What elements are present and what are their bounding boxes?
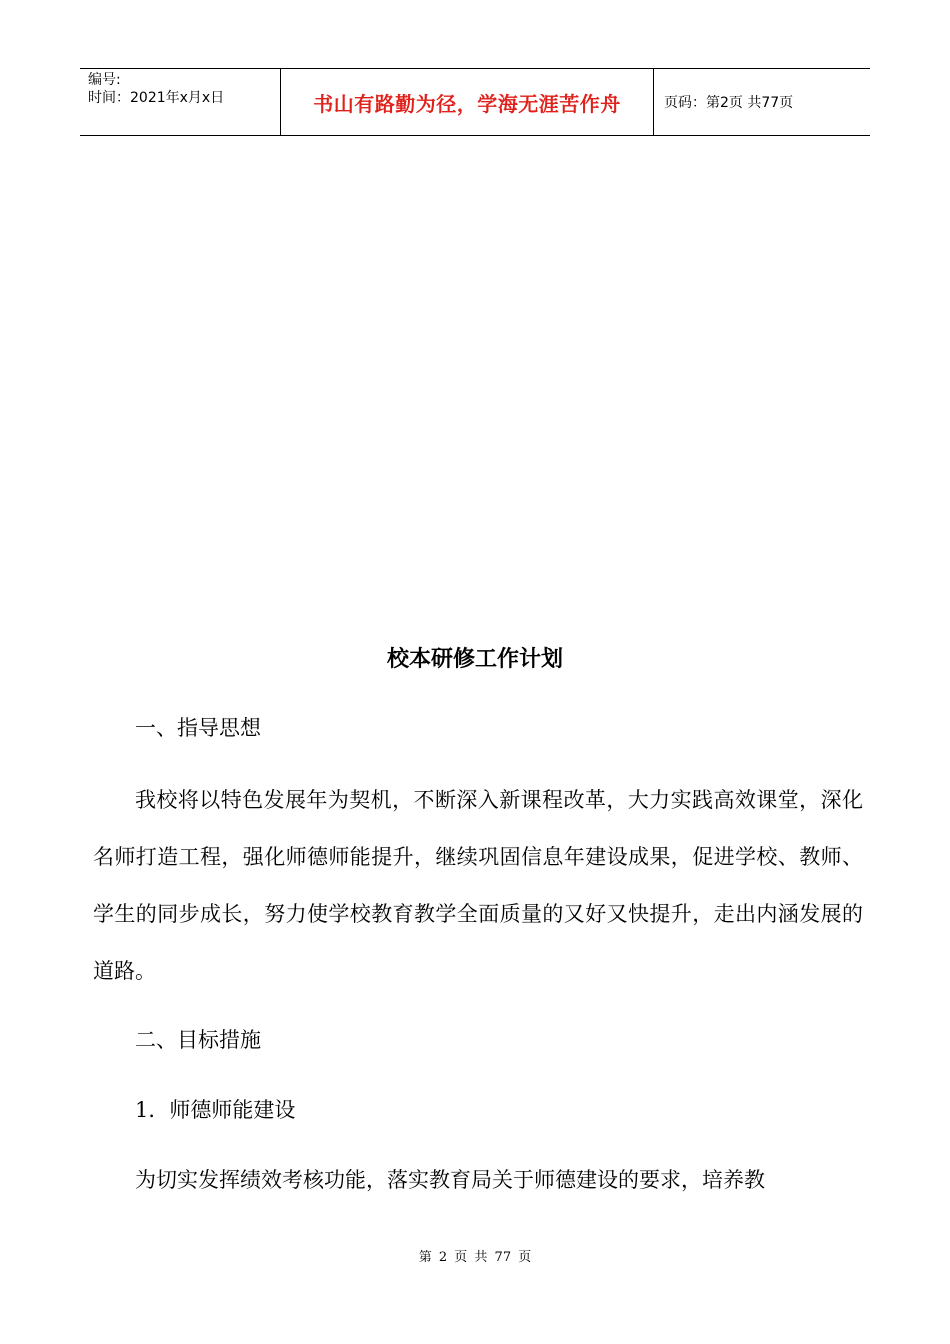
- time-label: 时间：2021年x月x日: [88, 90, 225, 106]
- header-motto-cell: [281, 69, 654, 135]
- header-page-info-cell: [654, 69, 870, 135]
- paragraph-teacher-ethics: 为切实发挥绩效考核功能，落实教育局关于师德建设的要求，培养教: [135, 1168, 765, 1192]
- section-heading-goals-measures: 二、目标措施: [135, 1028, 261, 1052]
- section-heading-guiding-ideology: 一、指导思想: [135, 716, 261, 740]
- header-motto: 书山有路勤为径，学海无涯苦作舟: [313, 91, 621, 116]
- page-header: [80, 68, 870, 136]
- serial-number-label: 编号:: [88, 72, 121, 88]
- header-meta: [80, 69, 281, 135]
- document-title: 校本研修工作计划: [386, 646, 563, 672]
- subsection-heading-teacher-ethics: 1．师德师能建设: [135, 1098, 296, 1122]
- header-page-info: 页码：第2页 共77页: [664, 95, 794, 111]
- paragraph-guiding-ideology: 我校将以特色发展年为契机，不断深入新课程改革，大力实践高效课堂，深化名师打造工程，强化师德师能提升，继续巩固信息年建设成果，促进学校、教师、学生的同步成长，努力使学校教育教学全面质量的又好又快提升，走出内涵发展的道路。: [93, 788, 863, 983]
- page-footer: 第 2 页 共 77 页: [418, 1250, 532, 1265]
